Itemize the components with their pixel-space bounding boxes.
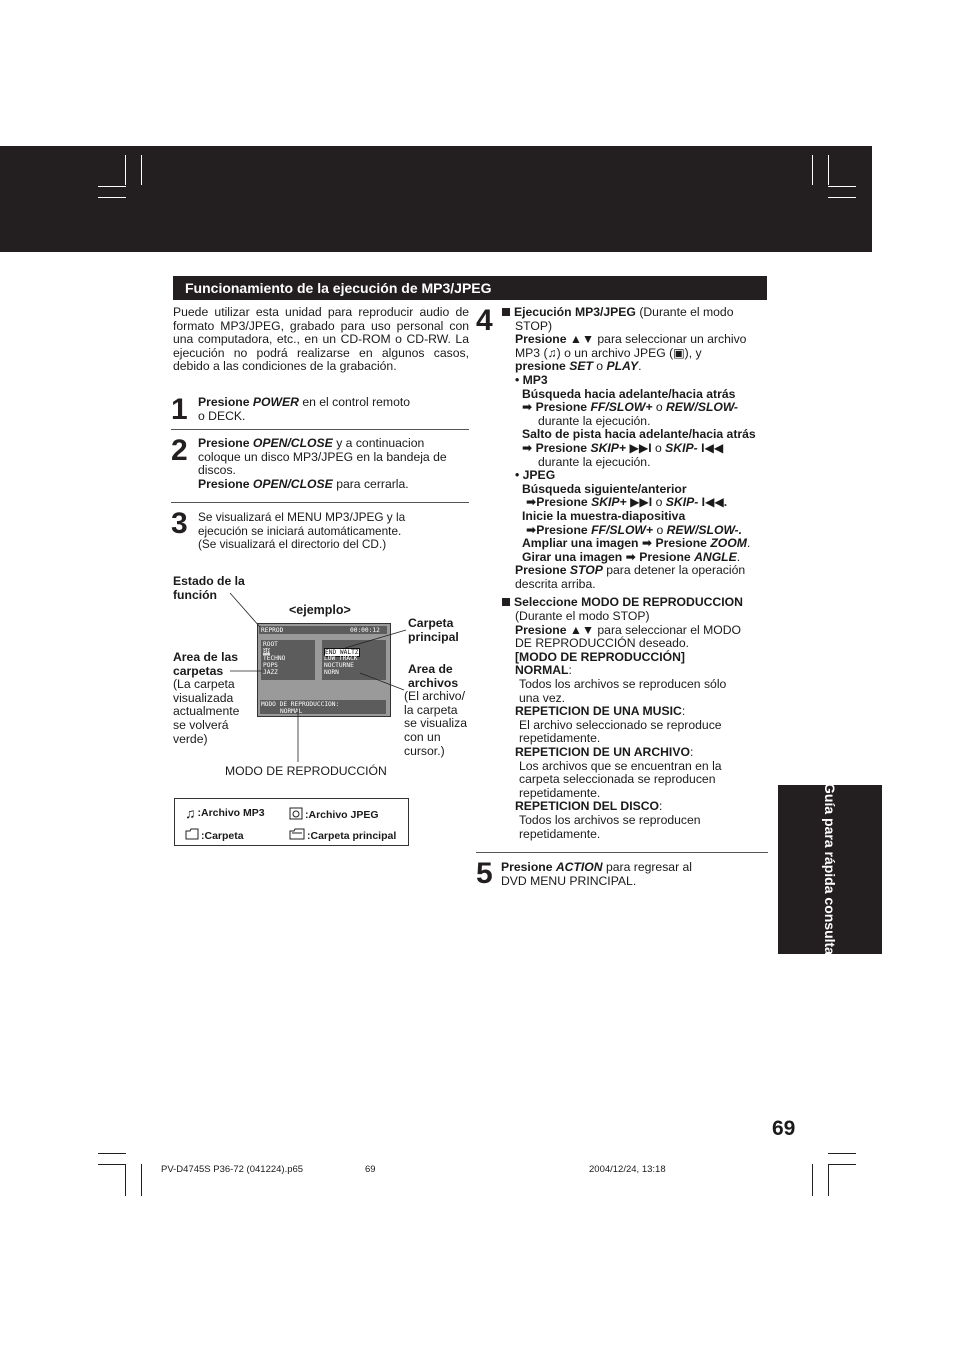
square-bullet-icon: [502, 598, 510, 606]
footer-page: 69: [365, 1164, 376, 1175]
step-1-text: Presione POWER en el control remoto o DECK.: [198, 395, 411, 423]
crop-mark: [828, 1164, 856, 1165]
crop-mark: [828, 1153, 856, 1154]
screen-folder: POPS: [263, 662, 278, 669]
crop-mark: [98, 1153, 126, 1154]
step-3-number: 3: [171, 507, 188, 540]
label-modo-reproduccion: MODO DE REPRODUCCIÓN: [225, 764, 387, 778]
screen-file-cursor: END WALTZ: [325, 649, 359, 656]
side-tab: [778, 785, 882, 954]
crop-mark: [98, 1164, 126, 1165]
footer-date: 2004/12/24, 13:18: [589, 1164, 666, 1175]
screen-folder: BR: [263, 648, 271, 655]
legend-main-folder: :Carpeta principal: [289, 828, 396, 843]
step-2-text: Presione OPEN/CLOSE y a continuacion coloque un disco MP3/JPEG en la bandeja de discos. Presione OPEN/CLOSE para cerrarla.: [198, 436, 447, 491]
side-tab-label: Guía para rápida consulta: [822, 783, 838, 955]
step-1-number: 1: [171, 393, 188, 426]
label-area-archivos: Area de archivos (El archivo/ la carpeta se visualiza con un cursor.): [404, 662, 467, 758]
crop-mark: [828, 1164, 829, 1196]
folder-icon: [185, 828, 199, 843]
legend-jpeg: :Archivo JPEG: [289, 806, 379, 823]
screen-folder: ROOT: [263, 641, 278, 648]
screen-folder: TECHNO: [263, 655, 286, 662]
screen-mode-value: NORMAL: [280, 708, 303, 715]
screen-file: NORN: [324, 669, 339, 676]
screen-file: NOCTURNE: [324, 662, 354, 669]
step-5-text: Presione ACTION para regresar al DVD MENU PRINCIPAL.: [501, 860, 693, 888]
step-4-number: 4: [476, 304, 493, 337]
label-ejemplo: <ejemplo>: [289, 603, 351, 617]
step-2-number: 2: [171, 434, 188, 467]
section-title: Funcionamiento de la ejecución de MP3/JPEG: [173, 276, 767, 300]
legend-mp3: ♫ :Archivo MP3: [185, 805, 265, 821]
crop-mark: [812, 1164, 813, 1196]
step-3-text: Se visualizará el MENU MP3/JPEG y la ejecución se iniciará automáticamente. (Se visualizará el directorio del CD.): [198, 510, 406, 552]
legend-folder: :Carpeta: [185, 828, 244, 843]
camera-icon: [289, 806, 303, 823]
label-estado-funcion: Estado de la función: [173, 574, 245, 602]
screen-mode-label: MODO DE REPRODUCCION:: [261, 701, 340, 708]
music-note-icon: ♫: [185, 805, 196, 821]
screen-time: 00:00:12: [350, 627, 380, 634]
intro-paragraph: Puede utilizar esta unidad para reproducir audio de formato MP3/JPEG, grabado para uso personal con una computadora, etc., en un CD-ROM o CD-RW. La ejecución no podrá realizarse en algunos casos, debido a las condiciones de la grabación.: [173, 305, 469, 374]
step-4-text: Ejecución MP3/JPEG (Durante el modo STOP) Presione ▲▼ para seleccionar un archivo MP3 (♫) o un archivo JPEG (▣), y presione SET o PLAY. • MP3 Búsqueda hacia adelante/hacia atrás ➡ Presione FF/SLOW+ o REW/SLOW- durante la ejecución. Salto de pista hacia adelante/hacia atrás ➡ Presione SKIP+ ▶▶I o SKIP- I◀◀ durante la ejecución. • JPEG Búsqueda siguiente/anterior ➡Presione SKIP+ ▶▶I o SKIP- I◀◀. Inicie la muestra-diapositiva ➡Presione FF/SLOW+ o REW/SLOW-. Ampliar una imagen ➡ Presione ZOOM. Girar una imagen ➡ Presione ANGLE. Presione STOP para detener la operación descrita arriba. Seleccione MODO DE REPRODUCCION (Durante el modo STOP) Presione ▲▼ para seleccionar el MODO DE REPRODUCCIÓN deseado. [MODO DE REPRODUCCIÓN] NORMAL: Todos los archivos se reproducen sólo una vez. REPETICION DE UNA MUSIC: El archivo seleccionado se reproduce repetidamente. REPETICION DE UN ARCHIVO: Los archivos que se encuentran en la carpeta seleccionada se reproducen repetidamente. REPETICION DEL DISCO: Todos los archivos se reproducen repetidamente.: [502, 306, 768, 841]
footer-filename: PV-D4745S P36-72 (041224).p65: [161, 1164, 304, 1175]
screen-status: REPROD: [261, 627, 284, 634]
page-number: 69: [772, 1117, 796, 1140]
crop-mark: [125, 1164, 126, 1196]
screen-file: LOW TRACK: [324, 655, 358, 662]
crop-mark: [141, 1164, 142, 1196]
divider: [476, 852, 768, 853]
label-carpeta-principal: Carpeta principal: [408, 616, 459, 644]
screen-folder: JAZZ: [263, 669, 278, 676]
step-5-number: 5: [476, 857, 493, 890]
icon-legend: [174, 798, 409, 846]
label-area-carpetas: Area de las carpetas (La carpeta visualizada actualmente se volverá verde): [173, 650, 240, 746]
main-folder-icon: [289, 828, 305, 843]
square-bullet-icon: [502, 308, 510, 316]
